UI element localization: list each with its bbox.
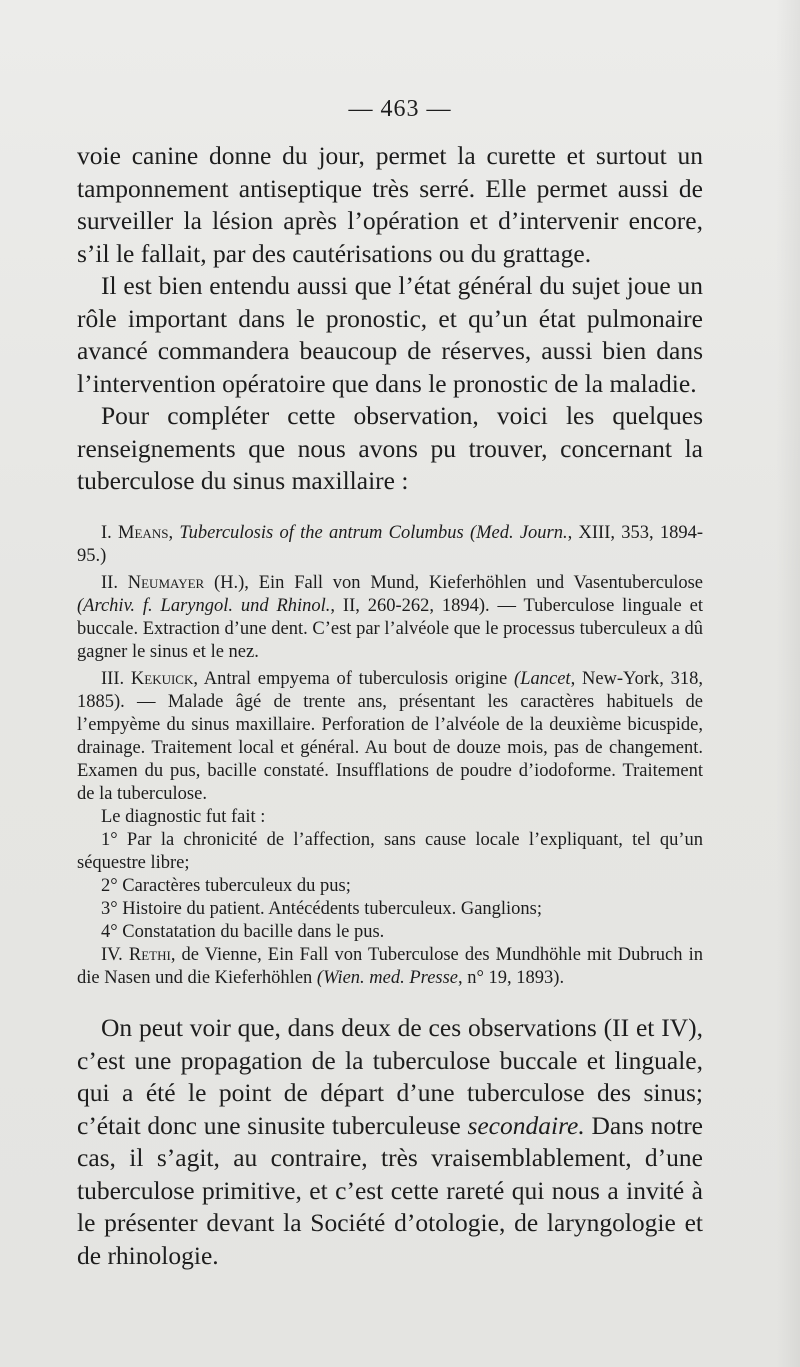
conclusion-text-1: On peut voir que, dans deux de ces observations (II et IV), c’est une propagation de la tuberculose buccale et linguale, qui a été le point de départ d’une tuberculose des sinus; c’était donc une sinusite tuberculeuse <box>77 1013 703 1140</box>
reference-journal: (Med. Journ. <box>469 523 568 543</box>
references-list <box>77 522 703 990</box>
diagnostic-item-1: 1° Par la chronicité de l’affection, sans cause locale l’expliquant, tel qu’un séquestre libre; <box>77 830 703 873</box>
body-text-bottom <box>77 1012 703 1272</box>
conclusion-emphasis: secondaire. <box>467 1110 585 1140</box>
reference-journal: (Wien. med. Presse <box>316 968 459 988</box>
reference-number: IV. <box>101 945 123 965</box>
diagnostic-item-2: 2° Caractères tuberculeux du pus; <box>101 876 351 896</box>
diagnostic-item-4: 4° Constatation du bacille dans le pus. <box>101 922 385 942</box>
paragraph-1: voie canine donne du jour, permet la curette et surtout un tamponnement antiseptique très serré. Elle permet aussi de surveiller la lésion après l’opération et d’intervenir encore, s’il le fallait, par des cautérisations ou du grattage. <box>77 141 703 268</box>
body-text-top <box>77 140 703 498</box>
reference-details: , New-York, 318, 1885). — Malade âgé de trente ans, présentant les caractères habituels de l’empyème du sinus maxillaire. Perforation de l’alvéole de la deuxième bicuspide, drainage. Traitement local et général. Au bout de douze mois, pas de changement. Examen du pus, bacille constaté. Insufflations de poudre d’iodoforme. Traitement de la tuberculose. <box>77 669 704 804</box>
reference-2 <box>77 572 703 664</box>
diagnostic-item-3: 3° Histoire du patient. Antécédents tuberculeux. Ganglions; <box>101 899 543 919</box>
reference-1 <box>77 522 703 568</box>
paragraph-3: Pour compléter cette observation, voici les quelques renseignements que nous avons pu trouver, concernant la tuberculose du sinus maxillaire : <box>77 401 703 495</box>
reference-number: I. <box>101 523 112 543</box>
reference-author: Rethi <box>128 945 171 965</box>
reference-sep: , <box>168 523 174 543</box>
reference-4 <box>77 944 703 990</box>
reference-author: Neumayer <box>127 573 205 593</box>
paragraph-2: Il est bien entendu aussi que l’état général du sujet joue un rôle important dans le pronostic, et qu’un état pulmonaire avancé commandera beaucoup de réserves, aussi bien dans l’intervention opératoire que dans le pronostic de la maladie. <box>77 271 703 398</box>
conclusion-text-2: Dans notre cas, il s’agit, au contraire, très vraisemblablement, d’une tuberculose primitive, et c’est cette rareté qui nous a invité à le présenter devant la Société d’otologie, de laryngologie et de rhinologie. <box>77 1110 703 1270</box>
reference-details: , II, 260-262, 1894). — Tuberculose linguale et buccale. Extraction d’une dent. C’est par l’alvéole que le processus tuberculeux a dû gagner le sinus et le nez. <box>77 596 703 662</box>
conclusion-paragraph <box>77 1012 703 1272</box>
reference-details: , XIII, 353, 1894-95.) <box>77 523 704 566</box>
reference-author: Kekuick <box>130 669 194 689</box>
reference-title: (H.), Ein Fall von Mund, Kieferhöhlen und Vasentuberculose <box>214 573 703 593</box>
reference-title: , Antral empyema of tuberculosis origine <box>193 669 508 689</box>
reference-details: , n° 19, 1893). <box>458 968 565 988</box>
reference-author: Means <box>118 523 169 543</box>
diagnostic-intro: Le diagnostic fut fait : <box>101 807 266 827</box>
reference-journal: (Lancet <box>514 669 571 689</box>
reference-title: Tuberculosis of the antrum Columbus <box>179 523 464 543</box>
page-number: — 463 — <box>348 96 452 122</box>
reference-3 <box>77 668 703 806</box>
reference-title: , de Vienne, Ein Fall von Tuberculose des Mundhöhle mit Dubruch in die Nasen und die Kieferhöhlen <box>77 945 703 988</box>
reference-number: III. <box>101 669 125 689</box>
reference-number: II. <box>101 573 118 593</box>
reference-journal: (Archiv. f. Laryngol. und Rhinol. <box>77 596 331 616</box>
